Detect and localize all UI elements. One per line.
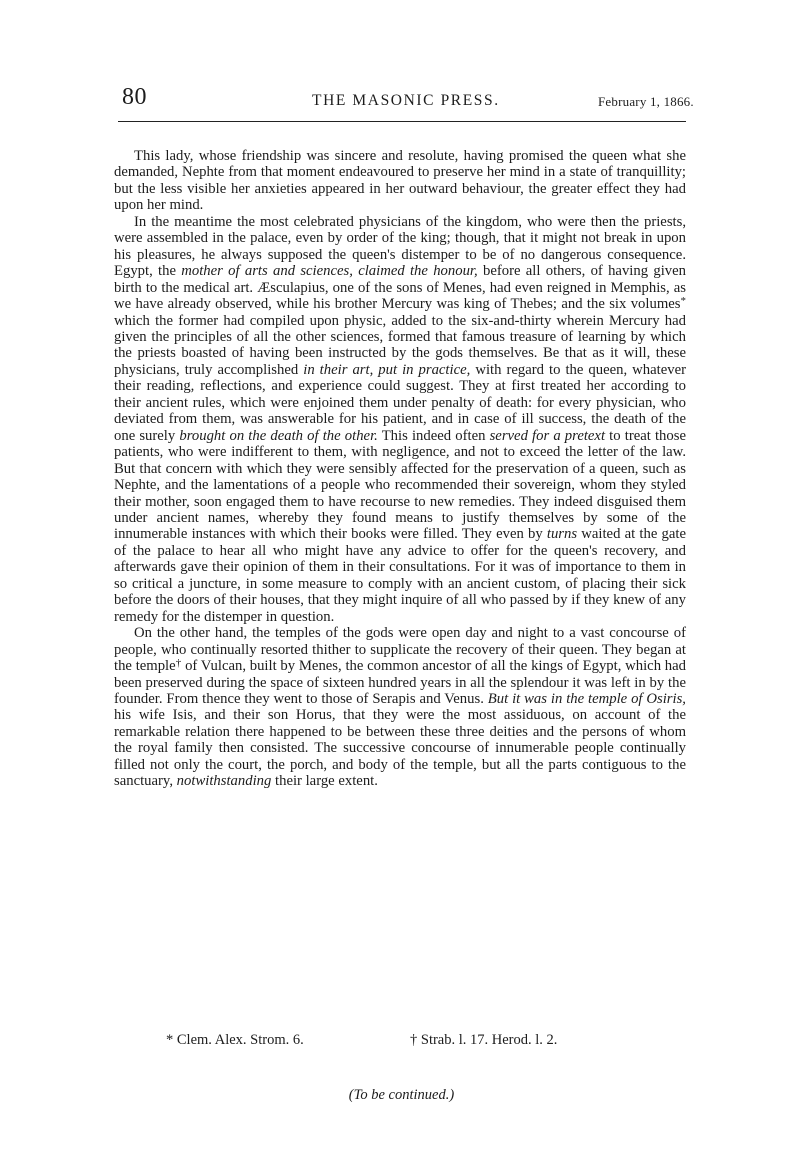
text-run: which the former had compiled upon physic, added to the six-and-thirty wherein Mercury had given the principles of all the other sciences, formed that famous treasure of learning by which the priests boasted of having been instructed by the gods themselves. Be that as it will, these physicians, truly accomplished [114,312,686,378]
paragraph-nephte-promise: This lady, whose friendship was sincere and resolute, having promised the queen what she demanded, Nephte from that moment endeavoured to preserve her mind in a state of tranquillity; but the less visible her anxieties appeared in her outward behaviour, the greater effect they had upon her mind. [114,148,686,214]
footnote-strabo-herodotus: † Strab. l. 17. Herod. l. 2. [410,1032,558,1048]
footnote-clement: * Clem. Alex. Strom. 6. [166,1032,304,1048]
text-run: This indeed often [377,427,490,444]
italic-run: served for a pretext [489,427,606,444]
footnote-marker-asterisk: * [680,295,686,308]
issue-date: February 1, 1866. [598,94,694,109]
text-run: with regard to the queen, whatever their reading, reflections, and experience could suggest. They at first treated her according to their ancient rules, which were enjoined them under penalty of death: for every physician, who deviated from them, was answerable for his patient, and in case of ill success, the death of the one surely [114,361,686,444]
italic-run: turns [546,526,578,543]
text-run: In the meantime the most celebrated physicians of the kingdom, who were then the priests, were assembled in the palace, even by order of the king; though, that it might not break in upon his pleasures, he always supposed the queen's distemper to be of no dangerous consequence. Egypt, the [114,213,686,280]
paragraph-temples [114,625,686,790]
italic-run: notwithstanding [176,773,272,790]
page-number: 80 [122,84,147,110]
header-rule [118,121,686,122]
italic-run: But it was in the temple of Osiris, [487,690,686,707]
text-run: his wife Isis, and their son Horus, that they were the most assiduous, on account of the remarkable relation there happened to be between these three deities and the persons of whom the royal family then consisted. The successive concourse of innumerable people continually filled not only the court, the porch, and body of the temple, but all the parts contiguous to the sanctuary, [114,707,686,790]
text-run: of Vulcan, built by Menes, the common ancestor of all the kings of Egypt, which had been preserved during the space of sixteen hundred years in all the splendour it was left in by the founder. From thence they went to those of Serapis and Venus. [114,658,686,707]
text-run: waited at the gate of the palace to hear all who might have any advice to offer for the queen's recovery, and afterwards gave their opinion of them in their consultations. For it was of importance to them in so critical a juncture, in some measure to comply with an ancient custom, of placing their sick before the doors of their houses, that they might inquire of all who passed by if they knew of any remedy for the distemper in question. [114,526,686,625]
text-run: their large extent. [271,773,378,790]
italic-run: mother of arts and sciences, claimed the honour, [181,263,478,280]
paragraph-physicians [114,214,686,625]
text-run: before all others, of having given birth to the medical art. Æsculapius, one of the sons of Menes, had even reigned in Memphis, as we have already observed, while his brother Mercury was king of Thebes; and the six volumes [114,263,686,313]
article-body [114,148,686,790]
footnotes [114,1032,686,1054]
italic-run: in their art, put in practice, [303,361,471,378]
text-run: to treat those patients, who were indifferent to them, with negligence, and not to exceed the letter of the law. But that concern with which they were sensibly affected for the preservation of a queen, such as Nephte, and the lamentations of a people who recommended their sovereign, whom they styled their mother, soon engaged them to have recourse to new remedies. They indeed disguised them under ancient names, whereby they found means to justify themselves by some of the innumerable instances with which their books were filled. They even by [114,427,686,543]
text-run: On the other hand, the temples of the gods were open day and night to a vast concourse of people, who continually resorted thither to supplicate the recovery of their queen. They began at the temple [114,625,686,675]
journal-title: THE MASONIC PRESS. [312,92,500,109]
running-head [0,0,803,120]
continuation-note: (To be continued.) [348,1087,455,1103]
footnote-marker-dagger: † [175,657,182,670]
italic-run: brought on the death of the other. [179,427,378,444]
